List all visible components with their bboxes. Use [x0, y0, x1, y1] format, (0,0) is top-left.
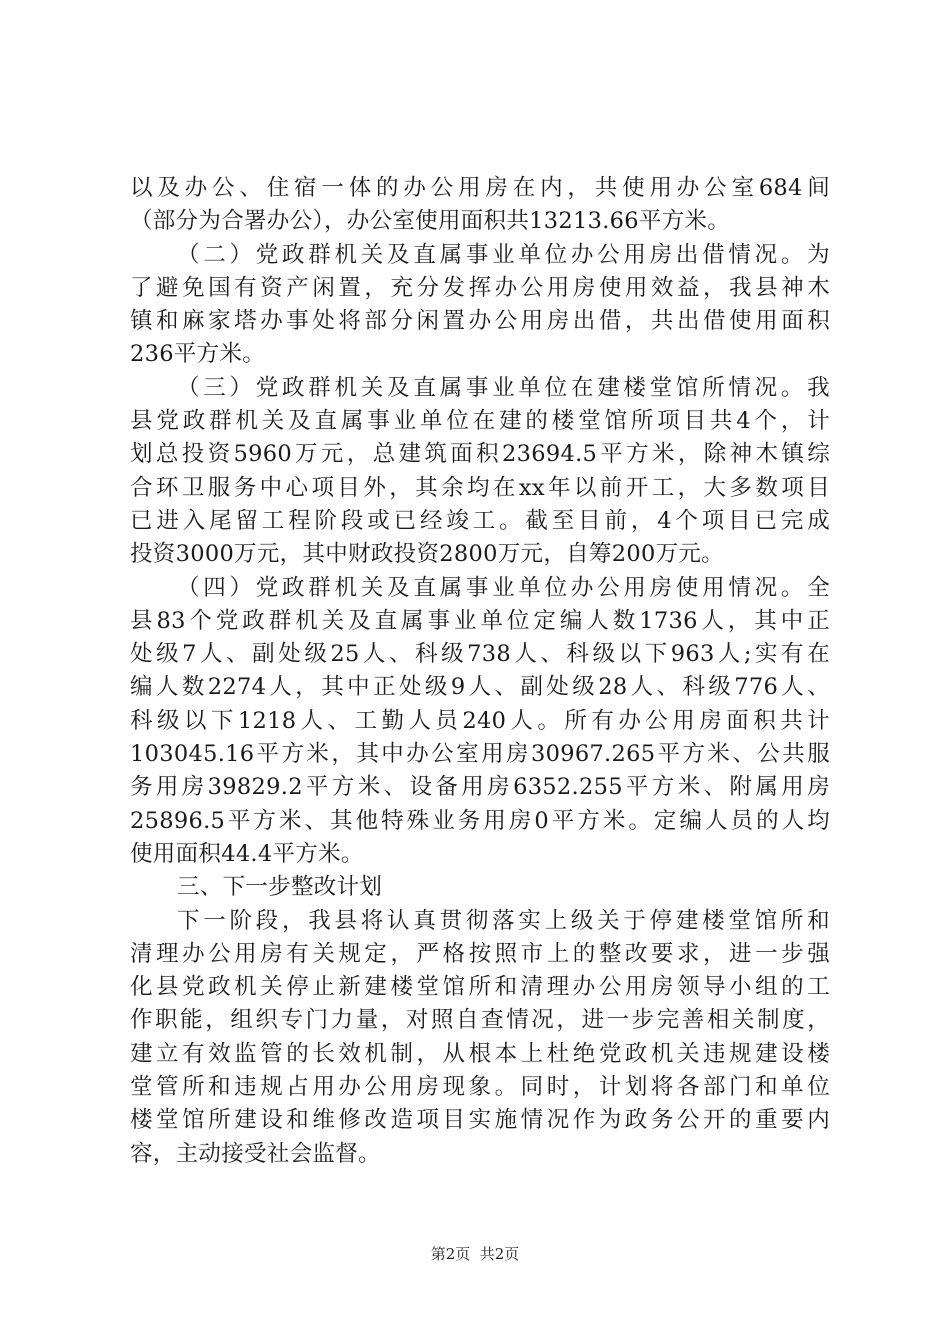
text-line: 镇和麻家塔办事处将部分闲置办公用房出借，共出借使用面积 [130, 308, 830, 335]
paragraph-heading-line: （三）党政群机关及直属事业单位在建楼堂馆所情况。我 [177, 374, 830, 401]
text-line: 使用面积44.4平方米。 [130, 840, 364, 867]
document-body [130, 172, 830, 1171]
text-line: 县83个党政群机关及直属事业单位定编人数1736人，其中正 [130, 607, 830, 634]
text-line: 建立有效监管的长效机制，从根本上杜绝党政机关违规建设楼 [130, 1040, 830, 1067]
paragraph-heading-line: （四）党政群机关及直属事业单位办公用房使用情况。全 [177, 574, 830, 601]
text-line: 以及办公、住宿一体的办公用房在内，共使用办公室684间 [130, 175, 830, 201]
text-line: 科级以下1218人、工勤人员240人。所有办公用房面积共计 [130, 707, 830, 734]
text-line: 清理办公用房有关规定，严格按照市上的整改要求，进一步强 [130, 940, 830, 967]
text-line: 处级7人、副处级25人、科级738人、科级以下963人;实有在 [130, 641, 830, 668]
text-line: 作职能，组织专门力量，对照自查情况，进一步完善相关制度， [130, 1007, 830, 1034]
text-line: 容，主动接受社会监督。 [130, 1140, 381, 1167]
text-line: 下一阶段，我县将认真贯彻落实上级关于停建楼堂馆所和 [177, 907, 830, 934]
text-line: 楼堂馆所建设和维修改造项目实施情况作为政务公开的重要内 [130, 1107, 830, 1134]
text-line: 化县党政机关停止新建楼堂馆所和清理办公用房领导小组的工 [130, 974, 830, 1001]
page-number-label: 第2页 共2页 [430, 1245, 520, 1263]
text-line: 县党政群机关及直属事业单位在建的楼堂馆所项目共4个，计 [130, 408, 830, 435]
text-line: 编人数2274人，其中正处级9人、副处级28人、科级776人、 [130, 674, 830, 701]
text-line: 103045.16平方米，其中办公室用房30967.265平方米、公共服 [130, 741, 830, 768]
text-line: 236平方米。 [130, 341, 266, 368]
text-line: 划总投资5960万元，总建筑面积23694.5平方米，除神木镇综 [130, 441, 830, 468]
text-line: 投资3000万元，其中财政投资2800万元，自筹200万元。 [130, 541, 724, 568]
text-line: 了避免国有资产闲置，充分发挥办公用房使用效益，我县神木 [130, 274, 830, 301]
text-line: 25896.5平方米、其他特殊业务用房0平方米。定编人员的人均 [130, 807, 830, 834]
text-line: 已进入尾留工程阶段或已经竣工。截至目前，4个项目已完成 [130, 507, 830, 534]
section-heading: 三、下一步整改计划 [177, 874, 383, 901]
text-line: （部分为合署办公），办公室使用面积共13213.66平方米。 [130, 208, 731, 235]
page-footer [0, 1243, 950, 1264]
text-line: 合环卫服务中心项目外，其余均在xx年以前开工，大多数项目 [130, 474, 830, 501]
text-line: 务用房39829.2平方米、设备用房6352.255平方米、附属用房 [130, 774, 830, 801]
text-line: 堂管所和违规占用办公用房现象。同时，计划将各部门和单位 [130, 1074, 830, 1101]
paragraph-heading-line: （二）党政群机关及直属事业单位办公用房出借情况。为 [177, 241, 830, 268]
